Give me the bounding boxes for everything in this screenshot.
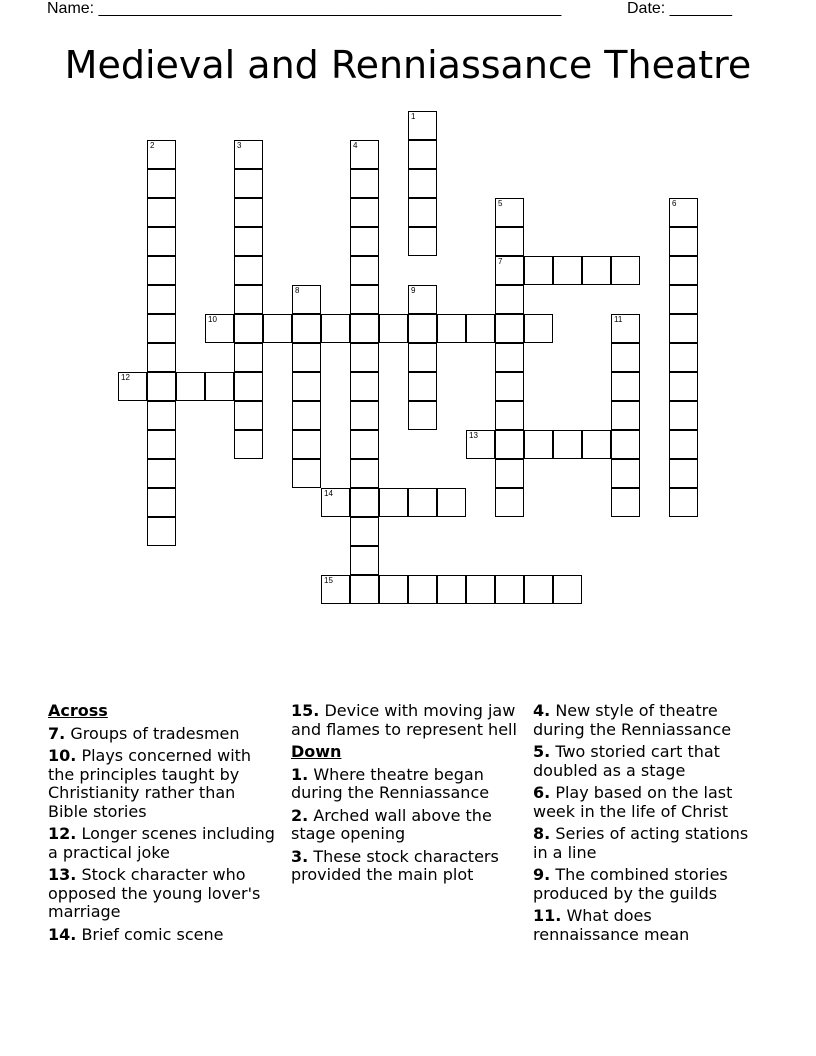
grid-cell[interactable] [408, 401, 437, 430]
grid-cell[interactable] [147, 256, 176, 285]
clue-number: 9. [533, 865, 551, 884]
grid-cell[interactable] [669, 401, 698, 430]
clue-number: 8. [533, 824, 551, 843]
clue-column-2 [291, 702, 519, 889]
grid-cell[interactable] [495, 459, 524, 488]
grid-cell[interactable] [495, 343, 524, 372]
clue-text: Plays concerned with the principles taught by Christianity rather than Bible stories [48, 746, 252, 821]
grid-cell[interactable] [350, 169, 379, 198]
clue-text: Brief comic scene [81, 924, 224, 944]
grid-cell[interactable] [147, 140, 176, 169]
grid-cell[interactable] [292, 314, 321, 343]
grid-cell[interactable] [408, 314, 437, 343]
grid-cell[interactable] [669, 256, 698, 285]
clue-across-12 [48, 825, 276, 862]
cell-number: 13 [469, 431, 478, 440]
grid-cell[interactable] [669, 430, 698, 459]
clue-number: 14. [48, 924, 77, 944]
grid-cell[interactable] [611, 314, 640, 343]
grid-cell[interactable] [350, 227, 379, 256]
grid-cell[interactable] [321, 488, 350, 517]
clue-down-2 [291, 807, 519, 844]
grid-cell[interactable] [234, 169, 263, 198]
grid-cell[interactable] [176, 372, 205, 401]
clue-down-8 [533, 825, 761, 862]
grid-cell[interactable] [553, 430, 582, 459]
clue-text: Groups of tradesmen [70, 723, 240, 743]
cell-number: 6 [672, 199, 677, 208]
grid-cell[interactable] [147, 517, 176, 546]
grid-cell[interactable] [147, 314, 176, 343]
clue-number: 2. [291, 805, 309, 825]
grid-cell[interactable] [350, 140, 379, 169]
grid-cell[interactable] [495, 575, 524, 604]
grid-cell[interactable] [147, 343, 176, 372]
grid-cell[interactable] [611, 430, 640, 459]
grid-cell[interactable] [234, 372, 263, 401]
grid-cell[interactable] [234, 256, 263, 285]
grid-cell[interactable] [350, 372, 379, 401]
clue-number: 12. [48, 824, 77, 843]
grid-cell[interactable] [669, 227, 698, 256]
grid-cell[interactable] [495, 285, 524, 314]
grid-cell[interactable] [437, 314, 466, 343]
clue-number: 5. [533, 742, 551, 761]
grid-cell[interactable] [611, 459, 640, 488]
grid-cell[interactable] [147, 169, 176, 198]
grid-cell[interactable] [611, 372, 640, 401]
grid-cell[interactable] [408, 575, 437, 604]
grid-cell[interactable] [234, 140, 263, 169]
grid-cell[interactable] [234, 285, 263, 314]
clue-text: What does rennaissance mean [533, 906, 690, 944]
clue-text: Longer scenes including a practical joke [48, 824, 275, 862]
grid-cell[interactable] [321, 314, 350, 343]
grid-cell[interactable] [350, 256, 379, 285]
clue-down-5 [533, 743, 761, 780]
grid-cell[interactable] [147, 285, 176, 314]
clue-down-4 [533, 702, 761, 739]
grid-cell[interactable] [292, 430, 321, 459]
cell-number: 2 [150, 141, 155, 150]
cell-number: 9 [411, 286, 416, 295]
clue-down-11 [533, 907, 761, 944]
name-line: Name: ____________________________________________________ [47, 0, 562, 17]
clue-text: Stock character who opposed the young lover's marriage [48, 865, 261, 921]
grid-cell[interactable] [495, 488, 524, 517]
grid-cell[interactable] [669, 372, 698, 401]
clue-text: Play based on the last week in the life of Christ [533, 783, 733, 821]
grid-cell[interactable] [669, 314, 698, 343]
grid-cell[interactable] [147, 430, 176, 459]
grid-cell[interactable] [495, 314, 524, 343]
grid-cell[interactable] [234, 401, 263, 430]
grid-cell[interactable] [669, 285, 698, 314]
grid-cell[interactable] [379, 575, 408, 604]
clue-number: 3. [291, 846, 309, 866]
grid-cell[interactable] [263, 314, 292, 343]
grid-cell[interactable] [292, 401, 321, 430]
grid-cell[interactable] [350, 343, 379, 372]
clue-number: 13. [48, 865, 77, 884]
grid-cell[interactable] [669, 459, 698, 488]
cell-number: 5 [498, 199, 503, 208]
clue-column-3 [533, 702, 761, 948]
grid-cell[interactable] [495, 256, 524, 285]
grid-cell[interactable] [350, 401, 379, 430]
clue-down-6 [533, 784, 761, 821]
clue-text: Arched wall above the stage opening [291, 805, 492, 843]
clue-number: 15. [291, 701, 320, 720]
grid-cell[interactable] [582, 430, 611, 459]
grid-cell[interactable] [147, 372, 176, 401]
cell-number: 1 [411, 112, 416, 121]
grid-cell[interactable] [611, 343, 640, 372]
cell-number: 4 [353, 141, 358, 150]
cell-number: 10 [208, 315, 217, 324]
grid-cell[interactable] [582, 256, 611, 285]
cell-number: 3 [237, 141, 242, 150]
clue-text: Where theatre began during the Renniassance [291, 764, 490, 802]
grid-cell[interactable] [611, 401, 640, 430]
clue-across-14 [48, 926, 276, 945]
grid-cell[interactable] [234, 198, 263, 227]
grid-cell[interactable] [611, 488, 640, 517]
grid-cell[interactable] [495, 372, 524, 401]
grid-cell[interactable] [350, 459, 379, 488]
date-line: Date: _______ [627, 0, 732, 17]
grid-cell[interactable] [147, 227, 176, 256]
grid-cell[interactable] [408, 111, 437, 140]
clue-number: 10. [48, 746, 77, 765]
grid-cell[interactable] [466, 575, 495, 604]
grid-cell[interactable] [292, 459, 321, 488]
cell-number: 14 [324, 489, 333, 498]
cell-number: 11 [614, 315, 623, 324]
grid-cell[interactable] [205, 314, 234, 343]
clue-down-9 [533, 866, 761, 903]
grid-cell[interactable] [350, 546, 379, 575]
grid-cell[interactable] [234, 430, 263, 459]
clue-across-10 [48, 747, 276, 821]
cell-number: 7 [498, 257, 503, 266]
grid-cell[interactable] [553, 575, 582, 604]
grid-cell[interactable] [553, 256, 582, 285]
grid-cell[interactable] [495, 198, 524, 227]
grid-cell[interactable] [350, 575, 379, 604]
grid-cell[interactable] [234, 314, 263, 343]
grid-cell[interactable] [524, 256, 553, 285]
grid-cell[interactable] [379, 314, 408, 343]
grid-cell[interactable] [437, 575, 466, 604]
clue-text: Device with moving jaw and flames to represent hell [291, 701, 517, 739]
clue-down-3 [291, 848, 519, 885]
grid-cell[interactable] [408, 343, 437, 372]
grid-cell[interactable] [234, 227, 263, 256]
grid-cell[interactable] [147, 401, 176, 430]
clue-column-1 [48, 702, 276, 948]
cell-number: 12 [121, 373, 130, 382]
grid-cell[interactable] [524, 575, 553, 604]
clue-across-7 [48, 725, 276, 744]
grid-cell[interactable] [669, 198, 698, 227]
grid-cell[interactable] [350, 517, 379, 546]
clue-text: The combined stories produced by the guilds [533, 865, 728, 903]
clue-number: 6. [533, 783, 551, 802]
clue-text: These stock characters provided the main plot [291, 846, 499, 884]
grid-cell[interactable] [408, 198, 437, 227]
grid-cell[interactable] [408, 372, 437, 401]
grid-cell[interactable] [350, 314, 379, 343]
clue-text: Series of acting stations in a line [533, 824, 749, 862]
across-heading: Across [48, 701, 108, 720]
grid-cell[interactable] [350, 198, 379, 227]
grid-cell[interactable] [611, 256, 640, 285]
grid-cell[interactable] [118, 372, 147, 401]
grid-cell[interactable] [437, 488, 466, 517]
cell-number: 8 [295, 286, 300, 295]
clue-down-1 [291, 766, 519, 803]
grid-cell[interactable] [234, 343, 263, 372]
grid-cell[interactable] [205, 372, 234, 401]
grid-cell[interactable] [495, 401, 524, 430]
grid-cell[interactable] [466, 314, 495, 343]
clue-number: 4. [533, 701, 551, 720]
grid-cell[interactable] [321, 575, 350, 604]
grid-cell[interactable] [669, 488, 698, 517]
grid-cell[interactable] [379, 488, 408, 517]
grid-cell[interactable] [292, 343, 321, 372]
clue-number: 7. [48, 723, 66, 743]
grid-cell[interactable] [524, 314, 553, 343]
clue-number: 11. [533, 906, 562, 925]
grid-cell[interactable] [495, 227, 524, 256]
grid-cell[interactable] [495, 430, 524, 459]
grid-cell[interactable] [408, 488, 437, 517]
down-heading: Down [291, 742, 342, 761]
grid-cell[interactable] [350, 488, 379, 517]
clue-across-15 [291, 702, 519, 739]
grid-cell[interactable] [408, 169, 437, 198]
puzzle-title: Medieval and Renniassance Theatre [64, 43, 752, 87]
clue-text: Two storied cart that doubled as a stage [533, 742, 720, 780]
clue-across-13 [48, 866, 276, 922]
clue-number: 1. [291, 764, 309, 784]
grid-cell[interactable] [147, 198, 176, 227]
grid-cell[interactable] [669, 343, 698, 372]
grid-cell[interactable] [350, 430, 379, 459]
grid-cell[interactable] [292, 372, 321, 401]
grid-cell[interactable] [408, 285, 437, 314]
grid-cell[interactable] [147, 488, 176, 517]
grid-cell[interactable] [147, 459, 176, 488]
grid-cell[interactable] [466, 430, 495, 459]
grid-cell[interactable] [350, 285, 379, 314]
cell-number: 15 [324, 576, 333, 585]
clue-text: New style of theatre during the Renniassance [533, 701, 732, 739]
grid-cell[interactable] [524, 430, 553, 459]
grid-cell[interactable] [408, 227, 437, 256]
grid-cell[interactable] [292, 285, 321, 314]
grid-cell[interactable] [408, 140, 437, 169]
